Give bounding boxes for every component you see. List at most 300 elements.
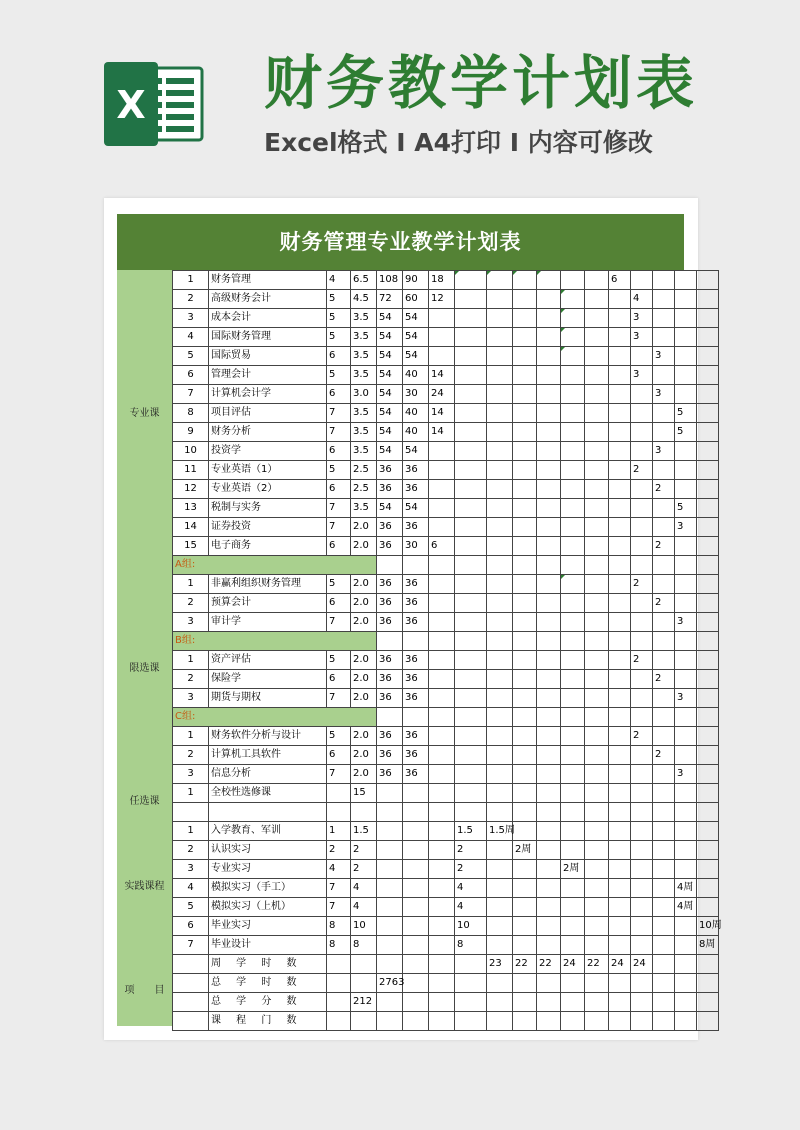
table-cell[interactable] xyxy=(585,878,609,897)
table-cell[interactable] xyxy=(487,840,513,859)
table-cell[interactable] xyxy=(455,651,487,670)
table-cell[interactable]: 6 xyxy=(609,271,631,290)
table-cell[interactable] xyxy=(675,916,697,935)
table-cell[interactable] xyxy=(455,803,487,822)
table-cell[interactable]: 36 xyxy=(377,727,403,746)
table-cell[interactable]: 40 xyxy=(403,404,429,423)
table-cell[interactable] xyxy=(537,670,561,689)
table-cell[interactable] xyxy=(675,973,697,992)
row-number-cell[interactable]: 3 xyxy=(173,613,209,632)
table-cell[interactable]: 18 xyxy=(429,271,455,290)
table-cell[interactable] xyxy=(585,765,609,784)
table-cell[interactable] xyxy=(585,992,609,1011)
table-cell[interactable] xyxy=(585,784,609,803)
table-cell[interactable] xyxy=(429,556,455,575)
table-cell[interactable] xyxy=(377,859,403,878)
table-cell[interactable]: 5 xyxy=(327,309,351,328)
row-number-cell[interactable]: 4 xyxy=(173,328,209,347)
table-cell[interactable] xyxy=(675,954,697,973)
table-cell[interactable] xyxy=(609,746,631,765)
row-number-cell[interactable]: 14 xyxy=(173,518,209,537)
table-cell[interactable] xyxy=(487,404,513,423)
table-cell[interactable] xyxy=(653,423,675,442)
row-number-cell[interactable]: 3 xyxy=(173,689,209,708)
course-name-cell[interactable]: 税制与实务 xyxy=(209,499,327,518)
table-cell[interactable] xyxy=(585,803,609,822)
table-cell[interactable]: 36 xyxy=(377,480,403,499)
table-cell[interactable] xyxy=(675,803,697,822)
table-cell[interactable] xyxy=(513,499,537,518)
table-cell[interactable]: 36 xyxy=(377,518,403,537)
table-cell[interactable] xyxy=(653,878,675,897)
table-cell[interactable] xyxy=(487,442,513,461)
table-cell[interactable] xyxy=(403,840,429,859)
table-cell[interactable] xyxy=(585,859,609,878)
table-cell[interactable]: 14 xyxy=(429,404,455,423)
table-cell[interactable] xyxy=(631,613,653,632)
table-cell[interactable]: 54 xyxy=(377,347,403,366)
row-number-cell[interactable]: 4 xyxy=(173,878,209,897)
table-cell[interactable] xyxy=(455,309,487,328)
table-cell[interactable] xyxy=(403,859,429,878)
table-cell[interactable] xyxy=(609,328,631,347)
table-cell[interactable] xyxy=(487,897,513,916)
table-cell[interactable] xyxy=(487,632,513,651)
course-name-cell[interactable]: 模拟实习（手工） xyxy=(209,878,327,897)
table-cell[interactable] xyxy=(631,518,653,537)
table-cell[interactable]: 5 xyxy=(327,328,351,347)
table-cell[interactable] xyxy=(455,480,487,499)
table-cell[interactable] xyxy=(327,992,351,1011)
table-cell[interactable] xyxy=(487,537,513,556)
row-number-cell[interactable] xyxy=(173,1011,209,1030)
table-cell[interactable]: 5 xyxy=(327,651,351,670)
table-cell[interactable] xyxy=(455,461,487,480)
table-cell[interactable]: 4 xyxy=(327,271,351,290)
table-cell[interactable]: 2 xyxy=(327,840,351,859)
table-cell[interactable] xyxy=(429,878,455,897)
table-cell[interactable] xyxy=(455,670,487,689)
table-cell[interactable] xyxy=(455,784,487,803)
table-cell[interactable] xyxy=(631,689,653,708)
row-number-cell[interactable]: 1 xyxy=(173,784,209,803)
table-cell[interactable]: 3.5 xyxy=(351,347,377,366)
table-cell[interactable] xyxy=(487,878,513,897)
table-cell[interactable] xyxy=(697,992,719,1011)
table-cell[interactable] xyxy=(631,878,653,897)
table-cell[interactable] xyxy=(653,271,675,290)
table-cell[interactable]: 54 xyxy=(377,309,403,328)
row-number-cell[interactable]: 2 xyxy=(173,670,209,689)
table-cell[interactable] xyxy=(455,708,487,727)
table-cell[interactable] xyxy=(609,916,631,935)
course-name-cell[interactable]: 计算机会计学 xyxy=(209,385,327,404)
table-cell[interactable] xyxy=(487,480,513,499)
table-cell[interactable] xyxy=(455,765,487,784)
table-cell[interactable] xyxy=(653,954,675,973)
row-number-cell[interactable]: 7 xyxy=(173,935,209,954)
course-name-cell[interactable]: 总 学 时 数 xyxy=(209,973,327,992)
table-cell[interactable] xyxy=(487,973,513,992)
table-cell[interactable] xyxy=(455,613,487,632)
table-cell[interactable] xyxy=(513,290,537,309)
table-cell[interactable]: 3.5 xyxy=(351,328,377,347)
table-cell[interactable] xyxy=(513,935,537,954)
table-cell[interactable]: 8 xyxy=(327,916,351,935)
table-cell[interactable] xyxy=(561,973,585,992)
table-cell[interactable] xyxy=(697,727,719,746)
table-cell[interactable] xyxy=(697,385,719,404)
table-cell[interactable] xyxy=(537,840,561,859)
table-cell[interactable] xyxy=(429,613,455,632)
table-cell[interactable]: 40 xyxy=(403,423,429,442)
table-cell[interactable]: 2.0 xyxy=(351,670,377,689)
table-cell[interactable] xyxy=(631,897,653,916)
table-cell[interactable] xyxy=(653,518,675,537)
table-cell[interactable]: 2.5 xyxy=(351,461,377,480)
table-cell[interactable]: 10 xyxy=(455,916,487,935)
table-cell[interactable]: 5 xyxy=(675,404,697,423)
table-cell[interactable] xyxy=(513,309,537,328)
table-cell[interactable]: 15 xyxy=(351,784,377,803)
table-cell[interactable]: 4 xyxy=(351,878,377,897)
table-cell[interactable] xyxy=(455,537,487,556)
table-cell[interactable]: 36 xyxy=(403,594,429,613)
table-cell[interactable] xyxy=(487,290,513,309)
table-cell[interactable] xyxy=(377,878,403,897)
table-cell[interactable]: 54 xyxy=(377,499,403,518)
table-cell[interactable] xyxy=(609,859,631,878)
table-cell[interactable] xyxy=(697,461,719,480)
table-cell[interactable] xyxy=(585,1011,609,1030)
table-cell[interactable] xyxy=(403,973,429,992)
table-cell[interactable] xyxy=(513,594,537,613)
table-cell[interactable] xyxy=(561,803,585,822)
table-cell[interactable] xyxy=(455,1011,487,1030)
table-cell[interactable] xyxy=(537,461,561,480)
course-name-cell[interactable]: 财务分析 xyxy=(209,423,327,442)
table-cell[interactable] xyxy=(429,442,455,461)
table-cell[interactable]: 72 xyxy=(377,290,403,309)
table-cell[interactable] xyxy=(697,689,719,708)
group-label[interactable]: B组: xyxy=(173,632,377,651)
table-cell[interactable] xyxy=(429,784,455,803)
table-cell[interactable]: 3.5 xyxy=(351,404,377,423)
table-cell[interactable]: 36 xyxy=(403,727,429,746)
table-cell[interactable] xyxy=(609,670,631,689)
table-cell[interactable] xyxy=(455,518,487,537)
table-cell[interactable]: 6.5 xyxy=(351,271,377,290)
table-cell[interactable]: 4.5 xyxy=(351,290,377,309)
course-name-cell[interactable]: 证券投资 xyxy=(209,518,327,537)
table-cell[interactable]: 3.5 xyxy=(351,366,377,385)
table-cell[interactable] xyxy=(585,594,609,613)
table-cell[interactable]: 2 xyxy=(351,859,377,878)
table-cell[interactable] xyxy=(487,556,513,575)
table-cell[interactable] xyxy=(631,746,653,765)
table-cell[interactable]: 6 xyxy=(429,537,455,556)
course-name-cell[interactable]: 全校性选修课 xyxy=(209,784,327,803)
table-cell[interactable]: 2 xyxy=(455,859,487,878)
table-cell[interactable] xyxy=(585,651,609,670)
table-cell[interactable] xyxy=(653,784,675,803)
table-cell[interactable] xyxy=(561,670,585,689)
table-cell[interactable] xyxy=(487,385,513,404)
table-cell[interactable] xyxy=(513,689,537,708)
table-cell[interactable] xyxy=(561,575,585,594)
table-cell[interactable] xyxy=(609,651,631,670)
course-name-cell[interactable]: 保险学 xyxy=(209,670,327,689)
table-cell[interactable] xyxy=(487,594,513,613)
table-cell[interactable] xyxy=(653,689,675,708)
table-cell[interactable]: 22 xyxy=(537,954,561,973)
course-name-cell[interactable]: 模拟实习（上机） xyxy=(209,897,327,916)
table-cell[interactable] xyxy=(653,840,675,859)
table-cell[interactable] xyxy=(327,954,351,973)
table-cell[interactable]: 54 xyxy=(403,347,429,366)
table-cell[interactable] xyxy=(609,784,631,803)
table-cell[interactable]: 3 xyxy=(653,347,675,366)
table-cell[interactable] xyxy=(609,442,631,461)
table-cell[interactable] xyxy=(631,594,653,613)
table-cell[interactable]: 36 xyxy=(377,461,403,480)
table-cell[interactable]: 36 xyxy=(377,651,403,670)
row-number-cell[interactable]: 13 xyxy=(173,499,209,518)
table-cell[interactable]: 8周 xyxy=(697,935,719,954)
table-cell[interactable]: 3 xyxy=(653,385,675,404)
row-number-cell[interactable]: 2 xyxy=(173,746,209,765)
table-cell[interactable] xyxy=(653,916,675,935)
table-cell[interactable] xyxy=(609,840,631,859)
table-cell[interactable]: 36 xyxy=(377,537,403,556)
table-cell[interactable]: 10 xyxy=(351,916,377,935)
table-cell[interactable] xyxy=(537,499,561,518)
table-cell[interactable] xyxy=(455,575,487,594)
table-cell[interactable] xyxy=(585,366,609,385)
table-cell[interactable] xyxy=(377,935,403,954)
table-cell[interactable]: 2 xyxy=(653,594,675,613)
table-cell[interactable] xyxy=(561,840,585,859)
course-name-cell[interactable]: 计算机工具软件 xyxy=(209,746,327,765)
table-cell[interactable] xyxy=(697,423,719,442)
table-cell[interactable] xyxy=(351,1011,377,1030)
table-cell[interactable] xyxy=(537,973,561,992)
table-cell[interactable] xyxy=(561,916,585,935)
table-cell[interactable]: 2 xyxy=(631,575,653,594)
table-cell[interactable] xyxy=(609,689,631,708)
table-cell[interactable]: 3 xyxy=(675,613,697,632)
table-cell[interactable]: 6 xyxy=(327,347,351,366)
table-cell[interactable]: 3 xyxy=(675,518,697,537)
table-cell[interactable] xyxy=(351,973,377,992)
table-cell[interactable] xyxy=(675,537,697,556)
table-cell[interactable] xyxy=(609,632,631,651)
table-cell[interactable] xyxy=(513,821,537,840)
table-cell[interactable]: 1 xyxy=(327,821,351,840)
table-cell[interactable] xyxy=(697,878,719,897)
course-name-cell[interactable]: 信息分析 xyxy=(209,765,327,784)
table-cell[interactable] xyxy=(561,689,585,708)
table-cell[interactable] xyxy=(609,992,631,1011)
table-cell[interactable] xyxy=(631,784,653,803)
table-cell[interactable]: 2周 xyxy=(561,859,585,878)
table-cell[interactable] xyxy=(675,992,697,1011)
table-cell[interactable] xyxy=(697,651,719,670)
table-cell[interactable] xyxy=(455,556,487,575)
table-cell[interactable] xyxy=(653,309,675,328)
table-cell[interactable]: 5 xyxy=(327,727,351,746)
table-cell[interactable] xyxy=(537,916,561,935)
table-cell[interactable] xyxy=(487,651,513,670)
table-cell[interactable]: 108 xyxy=(377,271,403,290)
table-cell[interactable]: 90 xyxy=(403,271,429,290)
table-cell[interactable] xyxy=(631,840,653,859)
table-cell[interactable]: 14 xyxy=(429,423,455,442)
table-cell[interactable] xyxy=(537,821,561,840)
table-cell[interactable]: 23 xyxy=(487,954,513,973)
table-cell[interactable] xyxy=(697,404,719,423)
course-name-cell[interactable]: 认识实习 xyxy=(209,840,327,859)
table-cell[interactable] xyxy=(377,954,403,973)
table-cell[interactable] xyxy=(697,480,719,499)
table-cell[interactable]: 36 xyxy=(377,575,403,594)
table-cell[interactable] xyxy=(429,347,455,366)
table-cell[interactable]: 36 xyxy=(377,594,403,613)
row-number-cell[interactable]: 3 xyxy=(173,765,209,784)
course-name-cell[interactable]: 财务软件分析与设计 xyxy=(209,727,327,746)
table-cell[interactable]: 5 xyxy=(675,499,697,518)
table-cell[interactable] xyxy=(513,727,537,746)
table-cell[interactable]: 212 xyxy=(351,992,377,1011)
row-number-cell[interactable] xyxy=(173,803,209,822)
table-cell[interactable] xyxy=(697,309,719,328)
table-cell[interactable] xyxy=(487,992,513,1011)
table-cell[interactable]: 2 xyxy=(351,840,377,859)
table-cell[interactable] xyxy=(697,271,719,290)
table-cell[interactable]: 7 xyxy=(327,765,351,784)
table-cell[interactable] xyxy=(585,689,609,708)
table-cell[interactable] xyxy=(675,461,697,480)
table-cell[interactable]: 2.0 xyxy=(351,575,377,594)
table-cell[interactable] xyxy=(675,859,697,878)
table-cell[interactable] xyxy=(429,632,455,651)
table-cell[interactable] xyxy=(537,290,561,309)
table-cell[interactable] xyxy=(609,878,631,897)
table-cell[interactable] xyxy=(429,954,455,973)
table-cell[interactable] xyxy=(653,556,675,575)
course-name-cell[interactable]: 周 学 时 数 xyxy=(209,954,327,973)
table-cell[interactable] xyxy=(675,290,697,309)
table-cell[interactable] xyxy=(537,632,561,651)
table-cell[interactable] xyxy=(653,328,675,347)
table-cell[interactable] xyxy=(675,556,697,575)
table-cell[interactable] xyxy=(487,708,513,727)
table-cell[interactable]: 54 xyxy=(377,366,403,385)
table-cell[interactable] xyxy=(561,765,585,784)
table-cell[interactable] xyxy=(561,309,585,328)
table-cell[interactable] xyxy=(537,803,561,822)
table-cell[interactable] xyxy=(697,613,719,632)
table-cell[interactable] xyxy=(697,1011,719,1030)
table-cell[interactable]: 24 xyxy=(561,954,585,973)
table-cell[interactable] xyxy=(537,404,561,423)
table-cell[interactable] xyxy=(513,442,537,461)
table-cell[interactable] xyxy=(561,784,585,803)
table-cell[interactable] xyxy=(487,423,513,442)
table-cell[interactable] xyxy=(377,840,403,859)
group-label[interactable]: A组: xyxy=(173,556,377,575)
table-cell[interactable] xyxy=(697,954,719,973)
table-cell[interactable]: 6 xyxy=(327,670,351,689)
table-cell[interactable]: 2.0 xyxy=(351,613,377,632)
table-cell[interactable] xyxy=(585,404,609,423)
table-cell[interactable] xyxy=(537,442,561,461)
row-number-cell[interactable]: 2 xyxy=(173,840,209,859)
table-cell[interactable] xyxy=(377,1011,403,1030)
table-cell[interactable] xyxy=(561,271,585,290)
table-cell[interactable] xyxy=(561,878,585,897)
course-name-cell[interactable]: 高级财务会计 xyxy=(209,290,327,309)
table-cell[interactable] xyxy=(561,537,585,556)
table-cell[interactable] xyxy=(513,1011,537,1030)
table-cell[interactable]: 7 xyxy=(327,423,351,442)
row-number-cell[interactable] xyxy=(173,954,209,973)
table-cell[interactable]: 36 xyxy=(403,670,429,689)
table-cell[interactable]: 4 xyxy=(455,878,487,897)
table-cell[interactable] xyxy=(653,935,675,954)
row-number-cell[interactable]: 3 xyxy=(173,309,209,328)
table-cell[interactable] xyxy=(609,594,631,613)
table-cell[interactable] xyxy=(403,821,429,840)
table-cell[interactable]: 2 xyxy=(631,727,653,746)
table-cell[interactable]: 5 xyxy=(327,290,351,309)
table-cell[interactable] xyxy=(609,404,631,423)
table-cell[interactable]: 6 xyxy=(327,594,351,613)
table-cell[interactable] xyxy=(403,784,429,803)
row-number-cell[interactable]: 1 xyxy=(173,271,209,290)
table-cell[interactable] xyxy=(609,366,631,385)
table-cell[interactable] xyxy=(697,442,719,461)
table-cell[interactable] xyxy=(487,461,513,480)
table-cell[interactable] xyxy=(609,290,631,309)
table-cell[interactable]: 3.5 xyxy=(351,309,377,328)
table-cell[interactable] xyxy=(609,556,631,575)
table-cell[interactable] xyxy=(561,727,585,746)
table-cell[interactable] xyxy=(609,727,631,746)
table-cell[interactable] xyxy=(487,746,513,765)
table-cell[interactable] xyxy=(631,556,653,575)
table-cell[interactable] xyxy=(609,499,631,518)
table-cell[interactable] xyxy=(537,651,561,670)
table-cell[interactable] xyxy=(561,613,585,632)
table-cell[interactable] xyxy=(513,916,537,935)
table-cell[interactable] xyxy=(513,878,537,897)
table-cell[interactable]: 3 xyxy=(675,765,697,784)
table-cell[interactable]: 7 xyxy=(327,404,351,423)
table-cell[interactable] xyxy=(487,803,513,822)
course-name-cell[interactable]: 投资学 xyxy=(209,442,327,461)
table-cell[interactable]: 36 xyxy=(377,689,403,708)
table-cell[interactable] xyxy=(537,537,561,556)
table-cell[interactable]: 36 xyxy=(403,765,429,784)
table-cell[interactable] xyxy=(631,404,653,423)
table-cell[interactable] xyxy=(537,897,561,916)
table-cell[interactable] xyxy=(631,347,653,366)
table-cell[interactable] xyxy=(653,803,675,822)
table-cell[interactable] xyxy=(585,670,609,689)
table-cell[interactable] xyxy=(377,916,403,935)
table-cell[interactable]: 36 xyxy=(403,461,429,480)
